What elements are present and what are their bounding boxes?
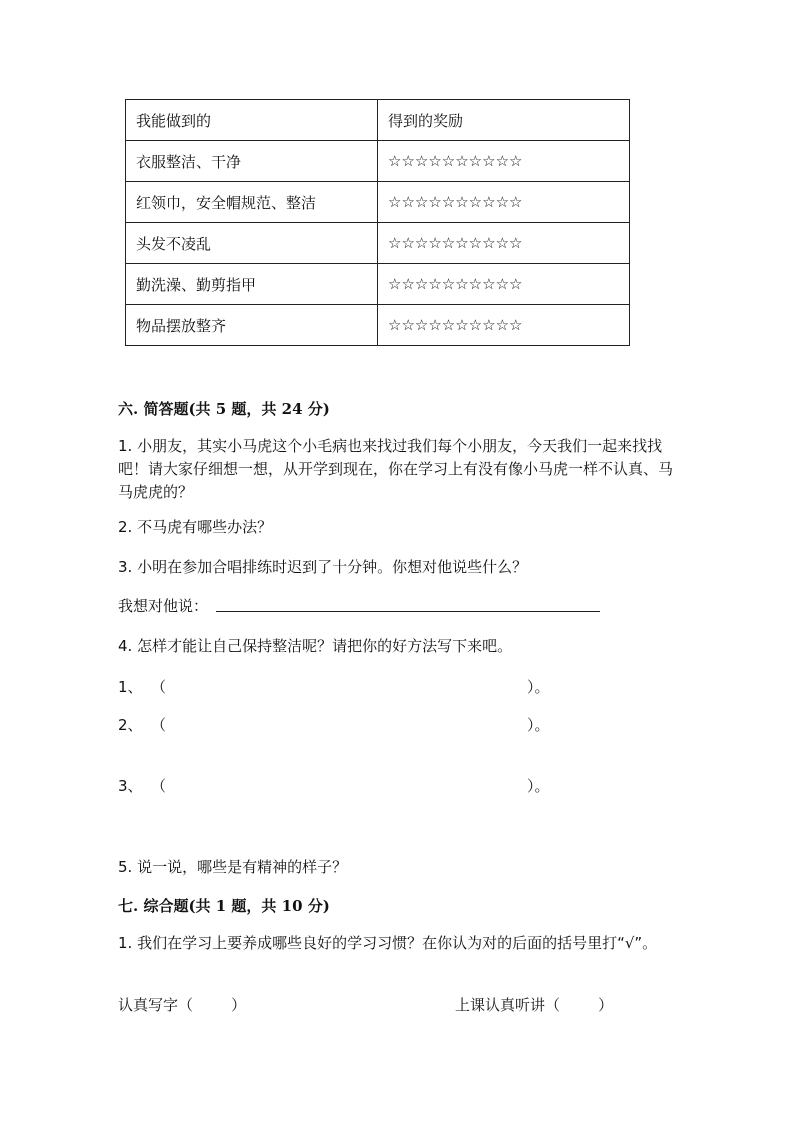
table-cell-item: 物品摆放整齐	[126, 305, 378, 346]
table-row	[126, 305, 630, 346]
table-header-row	[126, 100, 630, 141]
right-paren: ）。	[527, 777, 550, 795]
question-6-1: 1. 小朋友，其实小马虎这个小毛病也来找过我们每个小朋友，今天我们一起来找找吧！请大家仔细想一想，从开学到现在，你在学习上有没有像小马虎一样不认真、马马虎虎的？	[118, 437, 674, 501]
table-cell-stars: ☆☆☆☆☆☆☆☆☆☆	[378, 264, 630, 305]
table-row	[126, 182, 630, 223]
left-paren: （	[151, 716, 167, 734]
table-row	[126, 223, 630, 264]
question-6-2: 2. 不马虎有哪些办法？	[118, 518, 273, 536]
blank-number: 2、	[118, 716, 143, 734]
right-paren: ）。	[527, 678, 550, 696]
question-6-4: 4. 怎样才能让自己保持整洁呢？请把你的好方法写下来吧。	[118, 637, 513, 655]
choice-listen-in-class[interactable]: 上课认真听讲（ ）	[455, 996, 614, 1014]
table-cell-item: 勤洗澡、勤剪指甲	[126, 264, 378, 305]
table-row	[126, 264, 630, 305]
choice-careful-writing[interactable]: 认真写字（ ）	[118, 996, 247, 1014]
table-row	[126, 141, 630, 182]
table-cell-stars: ☆☆☆☆☆☆☆☆☆☆	[378, 305, 630, 346]
question-6-5: 5. 说一说，哪些是有精神的样子？	[118, 858, 348, 876]
table-cell-item: 红领巾，安全帽规范、整洁	[126, 182, 378, 223]
table-cell-stars: ☆☆☆☆☆☆☆☆☆☆	[378, 223, 630, 264]
section-7-title: 七. 综合题(共 1 题，共 10 分)	[118, 897, 330, 915]
answer-prompt-label: 我想对他说：	[118, 597, 209, 615]
answer-line[interactable]	[216, 611, 600, 612]
blank-number: 3、	[118, 777, 143, 795]
section-6-title: 六. 简答题(共 5 题，共 24 分)	[118, 400, 330, 418]
table-header-cell: 我能做到的	[126, 100, 378, 141]
table-cell-item: 头发不凌乱	[126, 223, 378, 264]
table-header-cell: 得到的奖励	[378, 100, 630, 141]
reward-table	[125, 99, 630, 346]
table-cell-stars: ☆☆☆☆☆☆☆☆☆☆	[378, 182, 630, 223]
table-cell-item: 衣服整洁、干净	[126, 141, 378, 182]
table-cell-stars: ☆☆☆☆☆☆☆☆☆☆	[378, 141, 630, 182]
right-paren: ）。	[527, 716, 550, 734]
left-paren: （	[151, 678, 167, 696]
question-7-1: 1. 我们在学习上要养成哪些良好的学习习惯？在你认为对的后面的括号里打“√”。	[118, 934, 658, 952]
blank-number: 1、	[118, 678, 143, 696]
left-paren: （	[151, 777, 167, 795]
question-6-3: 3. 小明在参加合唱排练时迟到了十分钟。你想对他说些什么？	[118, 558, 528, 576]
